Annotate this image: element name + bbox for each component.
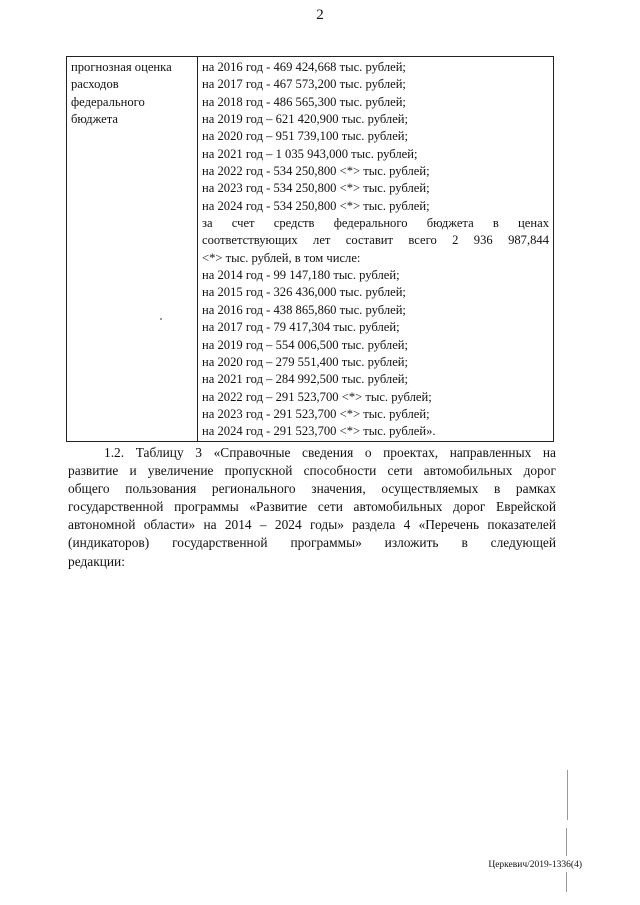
value-line: на 2024 год - 534 250,800 <*> тыс. рублей; (202, 198, 430, 213)
summary-line: за счет средств федерального бюджета в ценах (202, 216, 549, 231)
values-cell (198, 57, 554, 442)
label-line: бюджета (71, 112, 118, 127)
label-line: расходов (71, 77, 119, 92)
value-line: на 2019 год – 554 006,500 тыс. рублей; (202, 337, 409, 352)
value-line: на 2020 год – 951 739,100 тыс. рублей; (202, 129, 409, 144)
value-line: на 2018 год - 486 565,300 тыс. рублей; (202, 94, 406, 109)
budget-table (66, 56, 554, 442)
value-line: на 2017 год - 79 417,304 тыс. рублей; (202, 320, 400, 335)
scan-speck (160, 318, 162, 320)
label-line: прогнозная оценка (71, 60, 172, 74)
paragraph-line: развитие и увеличение пропускной способности сети автомобильных дорог (68, 463, 556, 479)
paragraph-line: (индикаторов) государственной программы» изложить в следующей (68, 535, 556, 551)
value-line: на 2017 год - 467 573,200 тыс. рублей; (202, 77, 406, 92)
table-row (67, 57, 554, 442)
value-line: на 2023 год - 291 523,700 <*> тыс. рублей; (202, 406, 430, 421)
page-number: 2 (316, 7, 324, 23)
paragraph-line: государственной программы «Развитие сети автомобильных дорог Еврейской (68, 499, 556, 515)
scan-speck (566, 872, 567, 892)
paragraph-line: общего пользования регионального значения, осуществляемых в рамках (68, 481, 556, 497)
value-line: на 2022 год – 291 523,700 <*> тыс. рублей; (202, 389, 432, 404)
scan-speck (567, 770, 568, 820)
paragraph-line: автономной области» на 2014 – 2024 годы» раздела 4 «Перечень показателей (68, 517, 556, 533)
label-cell (67, 57, 198, 442)
paragraph-line: редакции: (68, 553, 125, 569)
value-line: на 2015 год - 326 436,000 тыс. рублей; (202, 285, 406, 300)
label-line: федерального (71, 94, 145, 109)
document-code: Церкевич/2019-1336(4) (488, 860, 582, 870)
value-line: на 2023 год - 534 250,800 <*> тыс. рублей; (202, 181, 430, 196)
scan-speck (566, 828, 567, 856)
value-line: на 2019 год – 621 420,900 тыс. рублей; (202, 112, 409, 127)
value-line: на 2016 год - 438 865,860 тыс. рублей; (202, 302, 406, 317)
summary-line: <*> тыс. рублей, в том числе: (202, 250, 361, 265)
value-line: на 2016 год - 469 424,668 тыс. рублей; (202, 60, 406, 74)
body-paragraph (68, 444, 556, 571)
value-line: на 2024 год - 291 523,700 <*> тыс. рублей». (202, 424, 436, 439)
value-line: на 2021 год – 1 035 943,000 тыс. рублей; (202, 146, 418, 161)
paragraph-line: 1.2. Таблицу 3 «Справочные сведения о проектах, направленных на (104, 445, 556, 460)
summary-line: соответствующих лет составит всего 2 936 987,844 (202, 233, 549, 248)
value-line: на 2021 год – 284 992,500 тыс. рублей; (202, 372, 409, 387)
value-line: на 2020 год – 279 551,400 тыс. рублей; (202, 354, 409, 369)
value-line: на 2014 год - 99 147,180 тыс. рублей; (202, 268, 400, 283)
value-line: на 2022 год - 534 250,800 <*> тыс. рублей; (202, 164, 430, 179)
